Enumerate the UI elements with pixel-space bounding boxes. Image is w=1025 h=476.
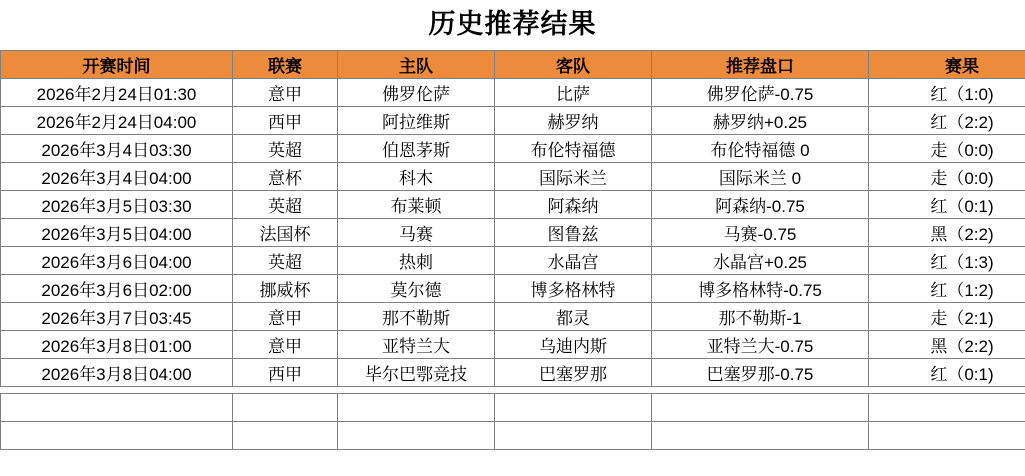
cell-handicap[interactable]: 水晶宫+0.25 xyxy=(652,247,869,275)
cell-league[interactable]: 意甲 xyxy=(233,331,338,359)
table-row xyxy=(1,135,1025,163)
empty-table-row xyxy=(1,422,1025,450)
column-header-home-team[interactable]: 主队 xyxy=(338,51,495,79)
cell-time[interactable]: 2026年3月5日03:30 xyxy=(1,191,233,219)
cell-home-team[interactable]: 那不勒斯 xyxy=(338,303,495,331)
column-header-time[interactable]: 开赛时间 xyxy=(1,51,233,79)
cell-handicap[interactable]: 巴塞罗那-0.75 xyxy=(652,359,869,387)
cell-league[interactable]: 意甲 xyxy=(233,303,338,331)
cell-home-team[interactable]: 亚特兰大 xyxy=(338,331,495,359)
cell-league[interactable]: 西甲 xyxy=(233,359,338,387)
column-header-away-team[interactable]: 客队 xyxy=(495,51,652,79)
empty-cell[interactable] xyxy=(869,422,1025,450)
cell-time[interactable]: 2026年3月4日04:00 xyxy=(1,163,233,191)
cell-result[interactable]: 红（1:2) xyxy=(869,275,1025,303)
empty-cell[interactable] xyxy=(233,422,338,450)
cell-result[interactable]: 红（2:2) xyxy=(869,107,1025,135)
cell-league[interactable]: 挪威杯 xyxy=(233,275,338,303)
table-row xyxy=(1,219,1025,247)
empty-table-body xyxy=(1,394,1025,450)
cell-league[interactable]: 英超 xyxy=(233,191,338,219)
table-header-row xyxy=(1,51,1025,79)
cell-away-team[interactable]: 比萨 xyxy=(495,79,652,107)
cell-league[interactable]: 英超 xyxy=(233,247,338,275)
column-header-result[interactable]: 赛果 xyxy=(869,51,1025,79)
cell-handicap[interactable]: 佛罗伦萨-0.75 xyxy=(652,79,869,107)
cell-result[interactable]: 红（0:1) xyxy=(869,359,1025,387)
cell-handicap[interactable]: 亚特兰大-0.75 xyxy=(652,331,869,359)
table-row xyxy=(1,359,1025,387)
empty-cell[interactable] xyxy=(338,422,495,450)
table-row xyxy=(1,331,1025,359)
cell-time[interactable]: 2026年3月4日03:30 xyxy=(1,135,233,163)
empty-cell[interactable] xyxy=(1,394,233,422)
empty-cell[interactable] xyxy=(652,422,869,450)
cell-time[interactable]: 2026年2月24日01:30 xyxy=(1,79,233,107)
cell-away-team[interactable]: 都灵 xyxy=(495,303,652,331)
cell-time[interactable]: 2026年3月8日01:00 xyxy=(1,331,233,359)
cell-home-team[interactable]: 马赛 xyxy=(338,219,495,247)
table-header xyxy=(1,51,1025,79)
empty-cell[interactable] xyxy=(869,394,1025,422)
empty-cell[interactable] xyxy=(652,394,869,422)
cell-home-team[interactable]: 布莱顿 xyxy=(338,191,495,219)
cell-time[interactable]: 2026年3月7日03:45 xyxy=(1,303,233,331)
column-header-handicap[interactable]: 推荐盘口 xyxy=(652,51,869,79)
cell-handicap[interactable]: 阿森纳-0.75 xyxy=(652,191,869,219)
empty-cell[interactable] xyxy=(495,394,652,422)
cell-result[interactable]: 红（1:0) xyxy=(869,79,1025,107)
cell-result[interactable]: 走（0:0) xyxy=(869,135,1025,163)
cell-away-team[interactable]: 水晶宫 xyxy=(495,247,652,275)
cell-home-team[interactable]: 佛罗伦萨 xyxy=(338,79,495,107)
table-row xyxy=(1,191,1025,219)
cell-home-team[interactable]: 阿拉维斯 xyxy=(338,107,495,135)
table-body xyxy=(1,79,1025,387)
cell-away-team[interactable]: 博多格林特 xyxy=(495,275,652,303)
cell-result[interactable]: 红（0:1) xyxy=(869,191,1025,219)
cell-league[interactable]: 法国杯 xyxy=(233,219,338,247)
cell-home-team[interactable]: 热刺 xyxy=(338,247,495,275)
cell-result[interactable]: 黑（2:2) xyxy=(869,219,1025,247)
cell-away-team[interactable]: 布伦特福德 xyxy=(495,135,652,163)
cell-result[interactable]: 走（2:1) xyxy=(869,303,1025,331)
cell-league[interactable]: 意甲 xyxy=(233,79,338,107)
empty-cell[interactable] xyxy=(1,422,233,450)
cell-away-team[interactable]: 乌迪内斯 xyxy=(495,331,652,359)
empty-cell[interactable] xyxy=(338,394,495,422)
cell-handicap[interactable]: 博多格林特-0.75 xyxy=(652,275,869,303)
cell-away-team[interactable]: 国际米兰 xyxy=(495,163,652,191)
table-row xyxy=(1,79,1025,107)
cell-away-team[interactable]: 赫罗纳 xyxy=(495,107,652,135)
cell-time[interactable]: 2026年3月8日04:00 xyxy=(1,359,233,387)
cell-away-team[interactable]: 巴塞罗那 xyxy=(495,359,652,387)
cell-result[interactable]: 走（0:0) xyxy=(869,163,1025,191)
cell-time[interactable]: 2026年3月6日04:00 xyxy=(1,247,233,275)
table-row xyxy=(1,107,1025,135)
cell-league[interactable]: 意杯 xyxy=(233,163,338,191)
cell-league[interactable]: 西甲 xyxy=(233,107,338,135)
cell-away-team[interactable]: 阿森纳 xyxy=(495,191,652,219)
cell-handicap[interactable]: 那不勒斯-1 xyxy=(652,303,869,331)
cell-home-team[interactable]: 莫尔德 xyxy=(338,275,495,303)
cell-league[interactable]: 英超 xyxy=(233,135,338,163)
table-row xyxy=(1,303,1025,331)
cell-time[interactable]: 2026年2月24日04:00 xyxy=(1,107,233,135)
cell-home-team[interactable]: 伯恩茅斯 xyxy=(338,135,495,163)
cell-handicap[interactable]: 布伦特福德 0 xyxy=(652,135,869,163)
cell-away-team[interactable]: 图鲁兹 xyxy=(495,219,652,247)
empty-cell[interactable] xyxy=(233,394,338,422)
page-title: 历史推荐结果 xyxy=(428,9,597,39)
empty-rows-table xyxy=(0,393,1025,450)
cell-time[interactable]: 2026年3月6日02:00 xyxy=(1,275,233,303)
cell-handicap[interactable]: 赫罗纳+0.25 xyxy=(652,107,869,135)
cell-home-team[interactable]: 毕尔巴鄂竞技 xyxy=(338,359,495,387)
cell-home-team[interactable]: 科木 xyxy=(338,163,495,191)
empty-cell[interactable] xyxy=(495,422,652,450)
cell-handicap[interactable]: 马赛-0.75 xyxy=(652,219,869,247)
results-table xyxy=(0,50,1025,387)
empty-table-row xyxy=(1,394,1025,422)
cell-result[interactable]: 红（1:3) xyxy=(869,247,1025,275)
cell-handicap[interactable]: 国际米兰 0 xyxy=(652,163,869,191)
column-header-league[interactable]: 联赛 xyxy=(233,51,338,79)
cell-time[interactable]: 2026年3月5日04:00 xyxy=(1,219,233,247)
table-row xyxy=(1,275,1025,303)
table-row xyxy=(1,163,1025,191)
cell-result[interactable]: 黑（2:2) xyxy=(869,331,1025,359)
table-row xyxy=(1,247,1025,275)
